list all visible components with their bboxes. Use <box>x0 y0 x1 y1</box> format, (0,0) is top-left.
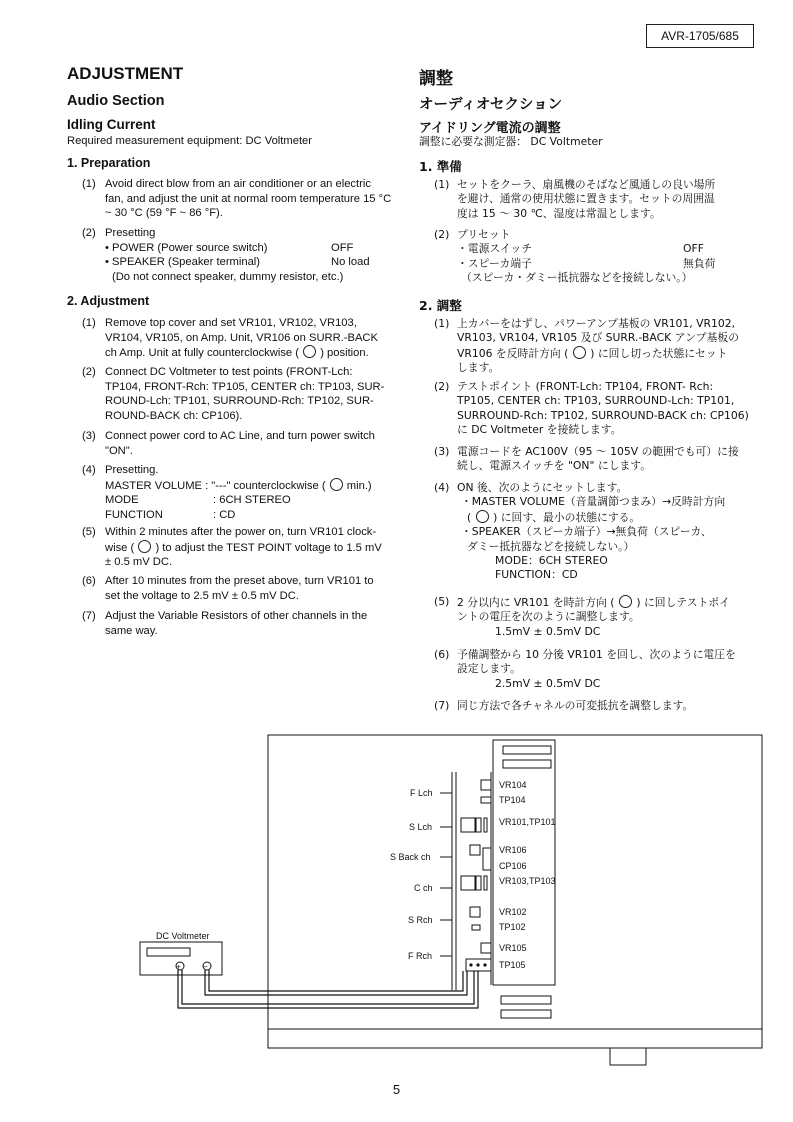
item-number: (1) <box>82 178 96 190</box>
text-span: ) to adjust the TEST POINT voltage to 1.5 mV <box>155 541 382 554</box>
label-vr105: VR105 <box>499 943 527 953</box>
text-line: TP104, FRONT-Rch: TP105, CENTER ch: TP103, SUR- <box>105 380 385 393</box>
text-line: TP105, CENTER ch: TP103, SURROUND-Lch: TP101, <box>457 394 735 408</box>
right-subsection-heading: アイドリング電流の調整 <box>419 121 561 136</box>
voltmeter-label: DC Voltmeter <box>156 931 210 941</box>
terminal-pin <box>483 963 486 966</box>
channel-label-sback: S Back ch <box>390 852 431 862</box>
vr102-component <box>470 907 480 917</box>
item-number: (4) <box>434 481 450 494</box>
text-line: 続し、電源スイッチを "ON" にします。 <box>457 459 652 473</box>
text-span: VR106 を反時計方向 ( <box>457 346 569 360</box>
text-line: VR104, VR105, on Amp. Unit, VR106 on SURR.-BACK <box>105 331 378 344</box>
text-line: ントの電圧を次のように調整します。 <box>457 610 640 624</box>
item-number: (2) <box>82 227 96 239</box>
text-span: ( <box>467 510 472 524</box>
preset-label: ・電源スイッチ <box>457 242 533 256</box>
plus-sign: + <box>176 962 181 972</box>
text-span: MASTER VOLUME : "---" counterclockwise ( <box>105 479 326 492</box>
text-line: ROUND-Lch: TP101, SURROUND-Rch: TP102, SUR- <box>105 395 374 408</box>
vr104-component <box>481 780 491 790</box>
item-number: (2) <box>434 228 450 241</box>
text-line: 予備調整から 10 分後 VR101 を回し、次のように電圧を <box>457 648 736 661</box>
label-cp106: CP106 <box>499 861 527 871</box>
text-line: FUNCTION：CD <box>495 568 578 582</box>
vr103-component <box>484 876 487 890</box>
voltage-value: 1.5mV ± 0.5mV DC <box>495 624 601 638</box>
item-number: (2) <box>434 380 450 393</box>
text-line: Adjust the Variable Resistors of other channels in the <box>105 610 368 622</box>
channel-label-slch: S Lch <box>409 822 433 832</box>
text-line: "ON". <box>105 444 133 457</box>
preset-value: OFF <box>683 242 704 256</box>
text-line: Within 2 minutes after the power on, turn VR101 clock- <box>105 526 377 538</box>
item-number: (1) <box>82 317 96 329</box>
cch-module <box>461 876 475 890</box>
text-line: VR103, VR104, VR105 及び SURR.-BACK アンプ基板の <box>457 331 739 345</box>
preset-value: No load <box>331 256 370 269</box>
preset-value: 無負荷 <box>683 256 716 270</box>
text-line: Connect power cord to AC Line, and turn power switch <box>105 430 375 442</box>
text-line: ROUND-BACK ch: CP106). <box>105 409 243 422</box>
item-number: (6) <box>434 648 450 661</box>
text-span: ch Amp. Unit at fully counterclockwise ( <box>105 347 299 360</box>
left-title: ADJUSTMENT <box>67 64 184 83</box>
left-equipment: Required measurement equipment: DC Voltmeter <box>67 135 312 147</box>
right-equipment: 調整に必要な測定器： DC Voltmeter <box>419 135 603 148</box>
model-number-box: AVR-1705/685 <box>646 24 754 48</box>
wire-positive-inner <box>182 970 474 1004</box>
text-line: ・SPEAKER（スピーカ端子）→無負荷（スピーカ、 <box>461 525 712 539</box>
item-number: (7) <box>82 610 96 622</box>
text-span: ) に回しテストポイ <box>636 596 730 609</box>
heat-sink-fin <box>503 760 551 768</box>
text-line: 電源コードを AC100V（95 ～ 105V の範囲でも可）に接 <box>457 445 739 458</box>
text-line: ± 0.5 mV DC. <box>105 556 173 569</box>
cp106-connector <box>483 848 491 870</box>
text-line: Presetting. <box>105 464 159 476</box>
text-line: ~ 30 °C (59 °F ~ 86 °F). <box>105 207 223 220</box>
text-line: （スピーカ・ダミー抵抗器などを接続しない。） <box>461 271 693 285</box>
vr106-component <box>470 845 480 855</box>
tp104-component <box>481 797 491 803</box>
text-line: します。 <box>457 361 500 375</box>
text-line: Avoid direct blow from an air conditioner or an electric <box>105 178 371 190</box>
right-adj-heading: 2. 調整 <box>419 298 462 313</box>
text-line: After 10 minutes from the preset above, turn VR101 to <box>105 575 374 587</box>
item-number: (6) <box>82 575 96 587</box>
text-span: ) に回す、最小の状態にする。 <box>493 510 641 524</box>
heat-sink-fin <box>501 1010 551 1018</box>
voltmeter-display <box>147 948 190 956</box>
voltage-value: 2.5mV ± 0.5mV DC <box>495 676 601 690</box>
item-number: (3) <box>82 430 96 442</box>
cch-module-tab <box>476 876 481 890</box>
text-line: ・MASTER VOLUME（音量調節つまみ）→反時計方向 <box>461 495 726 509</box>
text-line: ON 後、次のようにセットします。 <box>457 481 628 494</box>
text-line: に DC Voltmeter を接続します。 <box>457 423 622 437</box>
right-title: 調整 <box>419 69 453 89</box>
terminal-pin <box>476 963 479 966</box>
label-tp105: TP105 <box>499 960 526 970</box>
heat-sink-fin <box>503 746 551 754</box>
left-prep-heading: 1. Preparation <box>67 156 151 170</box>
wire-positive-outer <box>178 970 478 1008</box>
vr105-component <box>481 943 491 953</box>
preset-label: • POWER (Power source switch) <box>105 241 268 254</box>
setting-label: MODE <box>105 494 139 507</box>
text-line: 度は 15 ～ 30 ℃、湿度は常温とします。 <box>457 206 661 220</box>
item-number: (5) <box>434 595 450 608</box>
setting-value: : CD <box>213 508 236 521</box>
text-line: MODE：6CH STEREO <box>495 554 608 568</box>
text-line: テストポイント (FRONT-Lch: TP104, FRONT- Rch: <box>457 380 714 393</box>
channel-label-frch: F Rch <box>408 951 433 961</box>
text-line: プリセット <box>457 228 511 241</box>
text-line: SURROUND-Rch: TP102, SURROUND-BACK ch: CP106) <box>457 408 749 422</box>
item-number: (7) <box>434 699 450 712</box>
setting-label: FUNCTION <box>105 508 163 521</box>
vr101-component <box>484 818 487 832</box>
slch-module <box>461 818 475 832</box>
channel-label-cch: C ch <box>414 883 433 893</box>
item-number: (3) <box>434 445 450 458</box>
item-number: (1) <box>434 317 450 330</box>
text-line: ダミー抵抗器などを接続しない。） <box>467 539 635 553</box>
preset-label: ・スピーカ端子 <box>457 256 532 270</box>
left-adj-heading: 2. Adjustment <box>67 294 150 308</box>
label-vr101-tp101: VR101,TP101 <box>499 817 556 827</box>
text-line: fan, and adjust the unit at normal room temperature 15 °C <box>105 192 392 205</box>
text-line: set the voltage to 2.5 mV ± 0.5 mV DC. <box>105 589 299 602</box>
channel-label-srch: S Rch <box>408 915 433 925</box>
left-section-heading: Audio Section <box>67 93 165 109</box>
text-line: same way. <box>105 624 158 637</box>
text-line: 上カバーをはずし、パワーアンプ基板の VR101, VR102, <box>457 317 736 330</box>
text-line: Remove top cover and set VR101, VR102, VR103, <box>105 317 357 329</box>
text-span: min.) <box>346 479 372 492</box>
label-vr102: VR102 <box>499 907 527 917</box>
terminal-pin <box>469 963 472 966</box>
label-vr103-tp103: VR103,TP103 <box>499 876 556 886</box>
preset-label: • SPEAKER (Speaker terminal) <box>105 256 261 269</box>
right-prep-heading: 1. 準備 <box>419 159 462 174</box>
text-span: 2 分以内に VR101 を時計方向 ( <box>457 596 615 609</box>
text-line: を避け、通常の使用状態に置きます。セットの周囲温 <box>457 192 715 206</box>
chassis-foot <box>610 1048 646 1065</box>
text-span: ) position. <box>320 347 369 360</box>
label-vr104: VR104 <box>499 780 527 790</box>
text-line: セットをクーラ、扇風機のそばなど風通しの良い場所 <box>457 178 716 191</box>
right-section-heading: オーディオセクション <box>419 97 563 113</box>
text-line: 設定します。 <box>457 662 521 676</box>
page-number: 5 <box>392 1082 401 1097</box>
channel-label-flch: F Lch <box>410 788 433 798</box>
label-tp102: TP102 <box>499 922 526 932</box>
text-span: ) に回し切った状態にセット <box>590 346 728 360</box>
item-number: (2) <box>82 366 96 378</box>
item-number: (4) <box>82 464 96 476</box>
label-tp104: TP104 <box>499 795 526 805</box>
text-line: Presetting <box>105 227 156 239</box>
preset-value: OFF <box>331 241 354 254</box>
item-number: (5) <box>82 526 96 538</box>
minus-sign: − <box>203 962 208 972</box>
setting-value: : 6CH STEREO <box>213 494 291 507</box>
item-number: (1) <box>434 178 450 191</box>
text-line: Connect DC Voltmeter to test points (FRONT-Lch: <box>105 366 353 378</box>
tp102-component <box>472 925 480 930</box>
slch-module-tab <box>476 818 481 832</box>
wire-negative-inner <box>209 970 463 991</box>
label-vr106: VR106 <box>499 845 527 855</box>
text-line: 同じ方法で各チャネルの可変抵抗を調整します。 <box>457 699 694 712</box>
heat-sink-fin <box>501 996 551 1004</box>
text-line: (Do not connect speaker, dummy resistor, etc.) <box>112 270 344 283</box>
text-span: wise ( <box>105 541 135 554</box>
left-subsection-heading: Idling Current <box>67 117 156 132</box>
